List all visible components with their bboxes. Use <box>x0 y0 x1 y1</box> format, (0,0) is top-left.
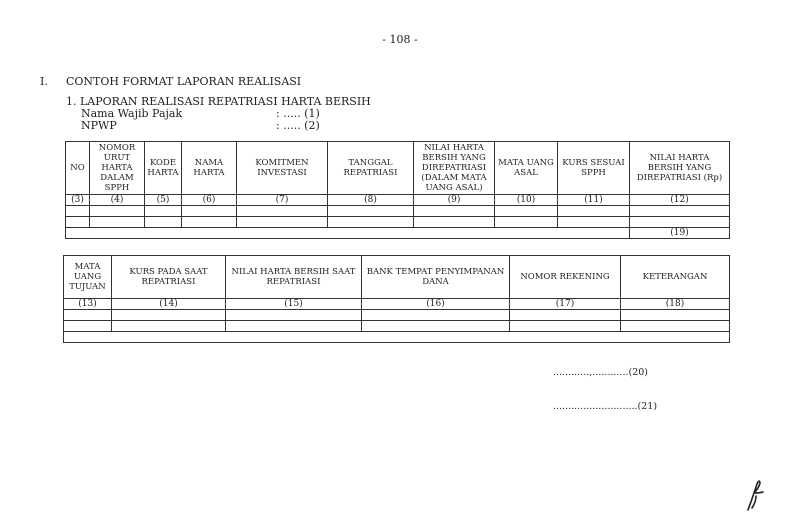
column-number: (15) <box>226 299 362 310</box>
column-number-row <box>64 299 730 310</box>
column-number: (18) <box>621 299 730 310</box>
column-number: (11) <box>558 195 630 206</box>
field-label-taxpayer: Nama Wajib Pajak <box>81 107 183 120</box>
header-cell: KURS SESUAI SPPH <box>558 142 630 195</box>
subsection-title: 1. LAPORAN REALISASI REPATRIASI HARTA BERSIH <box>66 95 371 108</box>
header-cell: NAMA HARTA <box>182 142 237 195</box>
header-cell: NILAI HARTA BERSIH YANG DIREPATRIASI (DALAM MATA UANG ASAL) <box>414 142 495 195</box>
column-number: (5) <box>145 195 182 206</box>
total-row <box>66 228 730 239</box>
field-value-taxpayer: : ..... (1) <box>276 107 320 120</box>
header-cell: KURS PADA SAAT REPATRIASI <box>112 256 226 299</box>
column-number: (3) <box>66 195 90 206</box>
column-number: (12) <box>630 195 730 206</box>
header-cell: MATA UANG ASAL <box>495 142 558 195</box>
paraf-signature-icon <box>744 478 766 516</box>
signature-place-date: ............,............(20) <box>553 367 648 378</box>
table-header-row <box>66 142 730 195</box>
table-row <box>64 332 730 343</box>
section-number: I. <box>40 75 48 88</box>
header-cell: MATA UANG TUJUAN <box>64 256 112 299</box>
header-cell: TANGGAL REPATRIASI <box>328 142 414 195</box>
signature-name: ............................(21) <box>553 401 658 412</box>
column-number: (13) <box>64 299 112 310</box>
section-title: CONTOH FORMAT LAPORAN REALISASI <box>66 75 302 88</box>
page-number: - 108 - <box>382 33 418 46</box>
header-cell: NILAI HARTA BERSIH YANG DIREPATRIASI (Rp) <box>630 142 730 195</box>
header-cell: NO <box>66 142 90 195</box>
table-row <box>66 217 730 228</box>
column-number: (17) <box>510 299 621 310</box>
header-cell: NOMOR URUT HARTA DALAM SPPH <box>90 142 145 195</box>
table-row <box>64 321 730 332</box>
bank-table <box>63 255 730 343</box>
column-number: (9) <box>414 195 495 206</box>
header-cell: NILAI HARTA BERSIH SAAT REPATRIASI <box>226 256 362 299</box>
column-number: (16) <box>362 299 510 310</box>
repatriation-table <box>65 141 730 239</box>
header-cell: NOMOR REKENING <box>510 256 621 299</box>
column-number: (14) <box>112 299 226 310</box>
header-cell: KODE HARTA <box>145 142 182 195</box>
column-number: (4) <box>90 195 145 206</box>
header-cell: BANK TEMPAT PENYIMPANAN DANA <box>362 256 510 299</box>
column-number: (10) <box>495 195 558 206</box>
table-header-row <box>64 256 730 299</box>
column-number: (8) <box>328 195 414 206</box>
field-label-npwp: NPWP <box>81 119 117 132</box>
field-value-npwp: : ..... (2) <box>276 119 320 132</box>
column-number: (7) <box>237 195 328 206</box>
total-cell: (19) <box>630 228 730 239</box>
table-row <box>64 310 730 321</box>
column-number: (6) <box>182 195 237 206</box>
header-cell: KETERANGAN <box>621 256 730 299</box>
table-row <box>66 206 730 217</box>
column-number-row <box>66 195 730 206</box>
header-cell: KOMITMEN INVESTASI <box>237 142 328 195</box>
